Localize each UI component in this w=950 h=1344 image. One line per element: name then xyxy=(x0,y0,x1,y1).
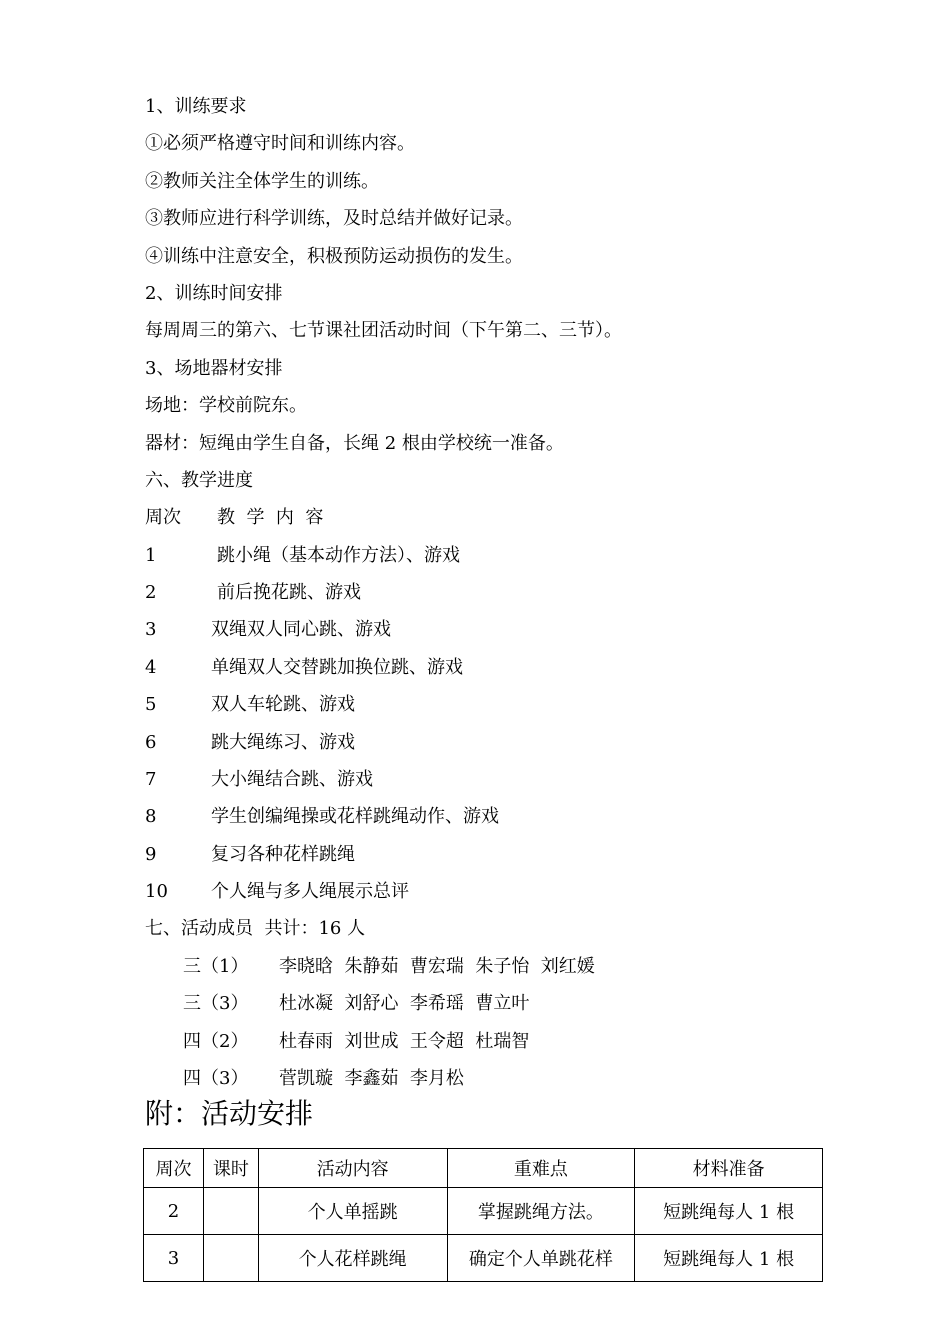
member-names: 菅凯璇 李鑫茹 李月松 xyxy=(279,1068,464,1089)
table-header-cell: 周次 xyxy=(144,1149,204,1188)
table-cell: 掌握跳绳方法。 xyxy=(447,1188,635,1235)
venue-equipment: 器材：短绳由学生自备，长绳 2 根由学校统一准备。 xyxy=(145,433,564,454)
schedule-heading: 2、训练时间安排 xyxy=(145,283,283,304)
table-cell: 短跳绳每人 1 根 xyxy=(635,1235,823,1282)
progress-row-week: 7 xyxy=(145,769,157,790)
table-header-cell: 活动内容 xyxy=(258,1149,447,1188)
progress-row-content: 跳大绳练习、游戏 xyxy=(211,732,355,753)
progress-row-content: 跳小绳（基本动作方法）、游戏 xyxy=(217,545,460,566)
table-cell: 短跳绳每人 1 根 xyxy=(635,1188,823,1235)
appendix-title: 附：活动安排 xyxy=(145,1097,314,1130)
progress-row-content: 复习各种花样跳绳 xyxy=(211,844,355,865)
venue-site: 场地：学校前院东。 xyxy=(145,395,307,416)
table-row xyxy=(144,1235,823,1282)
member-class: 三（1） xyxy=(183,956,249,977)
progress-row-content: 大小绳结合跳、游戏 xyxy=(211,769,373,790)
table-cell: 3 xyxy=(144,1235,204,1282)
table-header-cell: 重难点 xyxy=(447,1149,635,1188)
progress-col-week: 周次 xyxy=(145,507,181,528)
progress-row-week: 3 xyxy=(145,619,157,640)
progress-row-week: 4 xyxy=(145,657,157,678)
progress-row-week: 9 xyxy=(145,844,157,865)
progress-col-content: 教 学 内 容 xyxy=(217,507,324,528)
progress-row-content: 双人车轮跳、游戏 xyxy=(211,694,355,715)
table-header-row xyxy=(144,1149,823,1188)
progress-row-week: 6 xyxy=(145,732,157,753)
members-heading: 七、活动成员 共计：16 人 xyxy=(145,918,366,939)
member-class: 四（3） xyxy=(183,1068,249,1089)
member-names: 杜春雨 刘世成 王令超 杜瑞智 xyxy=(279,1031,530,1052)
requirement-item: ②教师关注全体学生的训练。 xyxy=(145,171,379,192)
table-cell: 确定个人单跳花样 xyxy=(447,1235,635,1282)
requirements-heading: 1、训练要求 xyxy=(145,96,247,117)
requirement-item: ①必须严格遵守时间和训练内容。 xyxy=(145,133,415,154)
requirement-item: ④训练中注意安全，积极预防运动损伤的发生。 xyxy=(145,246,523,267)
member-class: 四（2） xyxy=(183,1031,249,1052)
progress-row-content: 学生创编绳操或花样跳绳动作、游戏 xyxy=(211,806,499,827)
progress-row-week: 10 xyxy=(145,881,168,902)
table-header-cell: 材料准备 xyxy=(635,1149,823,1188)
requirement-item: ③教师应进行科学训练，及时总结并做好记录。 xyxy=(145,208,523,229)
table-cell: 个人单摇跳 xyxy=(258,1188,447,1235)
progress-row-content: 个人绳与多人绳展示总评 xyxy=(211,881,409,902)
progress-row-content: 前后挽花跳、游戏 xyxy=(217,582,361,603)
progress-row-week: 1 xyxy=(145,545,157,566)
progress-row-week: 5 xyxy=(145,694,157,715)
member-class: 三（3） xyxy=(183,993,249,1014)
member-names: 杜冰凝 刘舒心 李希瑶 曹立叶 xyxy=(279,993,530,1014)
member-names: 李晓晗 朱静茹 曹宏瑞 朱子怡 刘红媛 xyxy=(279,956,595,977)
table-cell: 个人花样跳绳 xyxy=(258,1235,447,1282)
venue-heading: 3、场地器材安排 xyxy=(145,358,283,379)
progress-row-content: 单绳双人交替跳加换位跳、游戏 xyxy=(211,657,463,678)
progress-heading: 六、教学进度 xyxy=(145,470,253,491)
table-cell xyxy=(203,1188,258,1235)
table-cell xyxy=(203,1235,258,1282)
progress-row-week: 8 xyxy=(145,806,157,827)
table-header-cell: 课时 xyxy=(203,1149,258,1188)
schedule-text: 每周周三的第六、七节课社团活动时间（下午第二、三节）。 xyxy=(145,320,622,341)
progress-row-content: 双绳双人同心跳、游戏 xyxy=(211,619,391,640)
progress-row-week: 2 xyxy=(145,582,157,603)
table-row xyxy=(144,1188,823,1235)
table-cell: 2 xyxy=(144,1188,204,1235)
activity-table xyxy=(143,1148,823,1282)
